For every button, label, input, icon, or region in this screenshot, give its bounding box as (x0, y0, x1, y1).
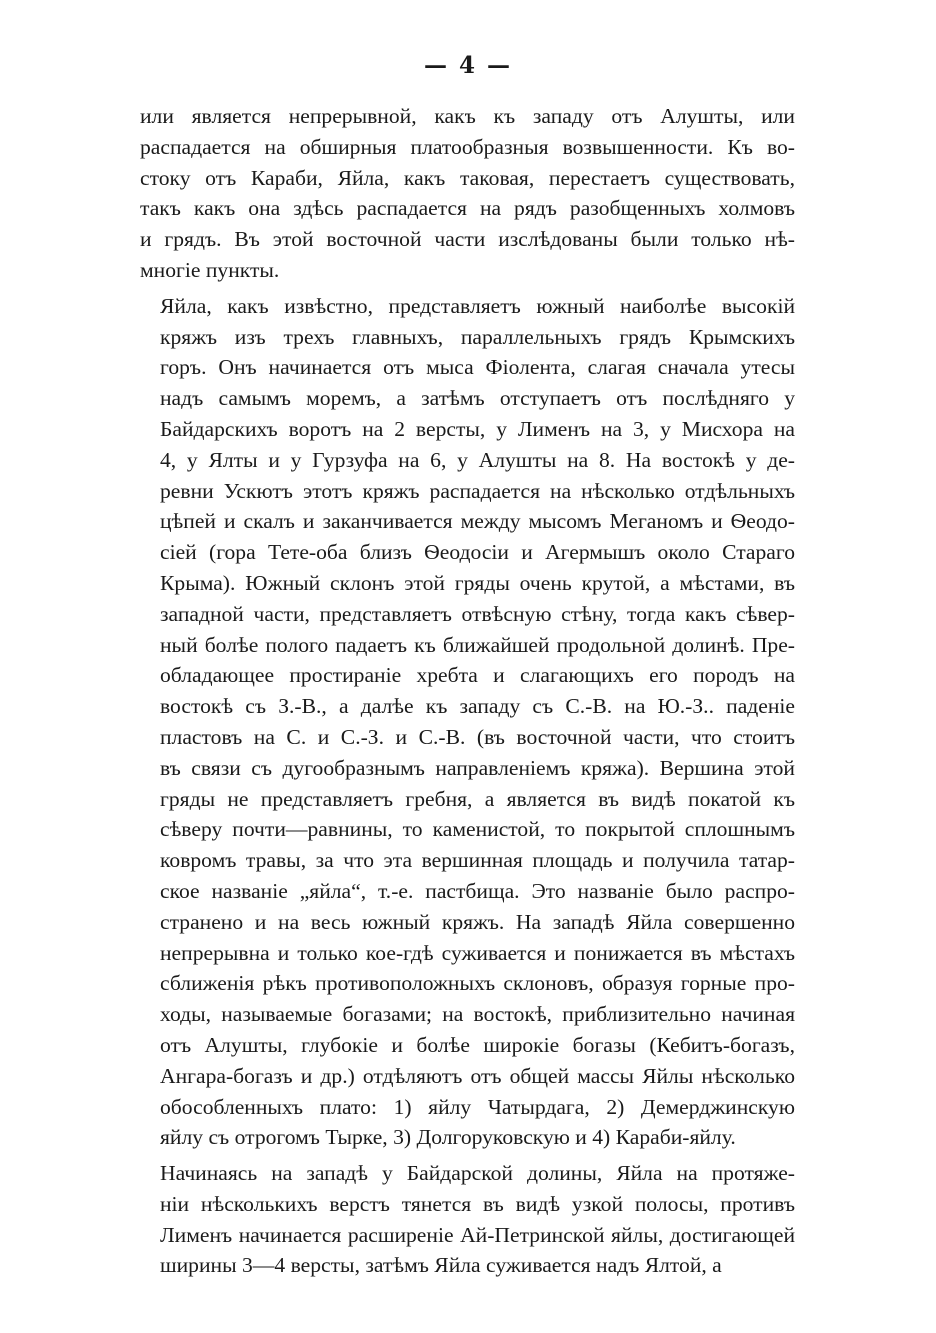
text-line: Лименъ начинается расширенiе Ай-Петринской яйлы, достигающей (160, 1222, 795, 1247)
text-line: сближенiя рѣкъ противоположныхъ склоновъ, образуя горные про- (160, 971, 795, 996)
text-line: непрерывна и только кое-гдѣ суживается и понижается въ мѣстахъ (160, 940, 795, 965)
text-line: или является непрерывной, какъ къ западу отъ Алушты, или (140, 104, 795, 128)
text-line: Начинаясь на западѣ у Байдарской долины, Яйла на протяже- (160, 1161, 795, 1186)
page-number: — 4 — (423, 52, 513, 79)
text-line: ковромъ травы, за что эта вершинная площадь и получила татар- (160, 848, 795, 873)
paragraph-2 (140, 291, 795, 1153)
text-line: гряды не представляетъ гребня, а является въ видѣ покатой къ (160, 786, 795, 811)
text-line: въ связи съ дугообразнымъ направленiемъ кряжа). Вершина этой (160, 755, 795, 780)
text-line: востокѣ съ З.-В., а далѣе къ западу съ С.-В. на Ю.-З.. паденiе (160, 694, 795, 719)
text-line: кряжъ изъ трехъ главныхъ, параллельныхъ грядъ Крымскихъ (160, 324, 795, 349)
text-line: ный болѣе полого падаетъ къ ближайшей продольной долинѣ. Пре- (160, 632, 795, 657)
text-line: ширины 3—4 версты, затѣмъ Яйла суживается надъ Ялтой, а (160, 1253, 722, 1278)
text-line: такъ какъ она здѣсь распадается на рядъ разобщенныхъ холмовъ (140, 196, 795, 221)
text-line: и грядъ. Въ этой восточной части изслѣдованы были только нѣ- (140, 227, 795, 252)
text-line: западной части, представляетъ отвѣсную стѣну, тогда какъ сѣвер- (160, 601, 795, 626)
text-line: сiей (гора Тете-оба близъ Ѳеодосiи и Агермышъ около Стараго (160, 540, 795, 565)
text-line: сѣверу почти—равнины, то каменистой, то покрытой сплошнымъ (160, 817, 795, 842)
text-line: обособленныхъ плато: 1) яйлу Чатырдага, 2) Демерджинскую (160, 1094, 795, 1119)
text-line: яйлу съ отрогомъ Тырке, 3) Долгоруковскую и 4) Караби-яйлу. (160, 1125, 736, 1150)
text-line: ревни Ускютъ этотъ кряжъ распадается на нѣсколько отдѣльныхъ (160, 478, 795, 503)
text-line: Байдарскихъ воротъ на 2 версты, у Лименъ на 3, у Мисхора на (160, 416, 795, 441)
body-text (140, 101, 795, 1281)
text-line: ское названiе „яйла“, т.-е. пастбища. Это названiе было распро- (160, 878, 795, 903)
text-line: надъ самымъ моремъ, а затѣмъ отступаетъ отъ послѣдняго у (160, 386, 795, 411)
text-line: ходы, называемые богазами; на востокѣ, приблизительно начиная (160, 1002, 795, 1027)
text-line: стоку отъ Караби, Яйла, какъ таковая, перестаетъ существовать, (140, 165, 795, 190)
text-line: Ангара-богазъ и др.) отдѣляютъ отъ общей массы Яйлы нѣсколько (160, 1063, 795, 1088)
text-line: цѣпей и скалъ и заканчивается между мысомъ Меганомъ и Ѳеодо- (160, 509, 795, 534)
text-line: Крыма). Южный склонъ этой гряды очень крутой, а мѣстами, въ (160, 570, 795, 595)
text-line: 4, у Ялты и у Гурзуфа на 6, у Алушты на 8. На востокѣ у де- (160, 447, 795, 472)
paragraph-1 (140, 101, 795, 286)
text-line: распадается на обширныя платообразныя возвышенности. Къ во- (140, 134, 795, 159)
text-line: отъ Алушты, глубокiе и болѣе широкiе богазы (Кебитъ-богазъ, (160, 1032, 795, 1057)
text-line: странено и на весь южный кряжъ. На западѣ Яйла совершенно (160, 909, 795, 934)
text-line: горъ. Онъ начинается отъ мыса Фiолента, слагая сначала утесы (160, 355, 795, 380)
text-line: обладающее простиранiе хребта и слагающихъ его породъ на (160, 663, 795, 688)
text-line: пластовъ на С. и С.-З. и С.-В. (въ восточной части, что стоитъ (160, 724, 795, 749)
text-line: Яйла, какъ извѣстно, представляетъ южный наиболѣе высокiй (160, 293, 795, 318)
text-line: нiи нѣсколькихъ верстъ тянется въ видѣ узкой полосы, противъ (160, 1191, 795, 1216)
paragraph-3 (140, 1158, 795, 1281)
text-line: многiе пункты. (140, 257, 280, 282)
